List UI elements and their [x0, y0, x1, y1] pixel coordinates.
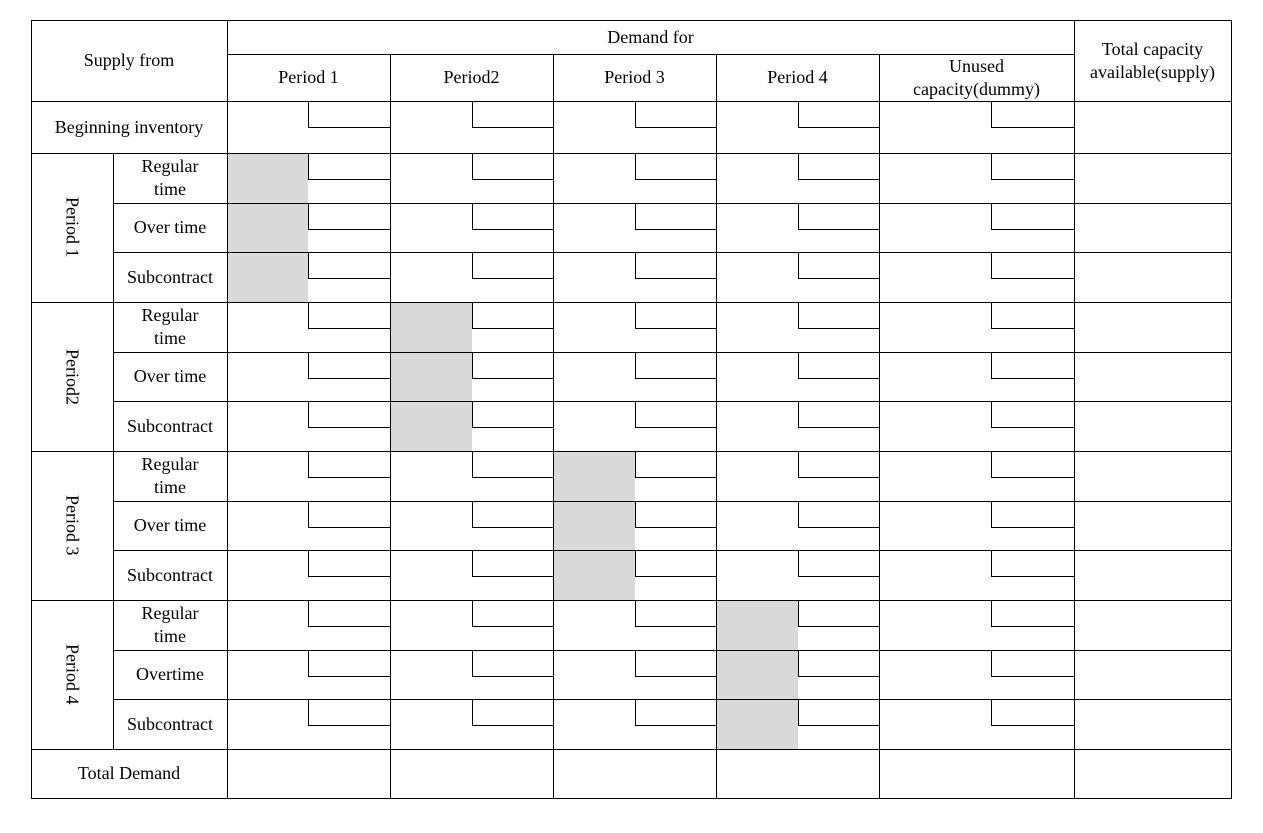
grid-line — [308, 451, 309, 478]
grid-line — [798, 328, 880, 329]
grid-line — [635, 725, 717, 726]
grid-line — [991, 650, 992, 677]
grid-line — [308, 229, 391, 230]
grid-line — [991, 699, 992, 726]
grid-line — [635, 650, 636, 677]
grid-line — [635, 352, 636, 379]
grid-line — [991, 401, 992, 428]
grid-line — [635, 179, 717, 180]
grid-line — [991, 676, 1075, 677]
grid-line — [798, 626, 880, 627]
total-demand-label: Total Demand — [77, 763, 181, 783]
period-group-label: Period 3 — [62, 495, 83, 556]
grid-line — [991, 576, 1075, 577]
grid-line — [308, 127, 391, 128]
grid-line — [635, 203, 636, 230]
grid-line — [1074, 20, 1075, 799]
grid-line — [308, 477, 391, 478]
grid-line — [798, 451, 799, 478]
shaded-cell — [228, 154, 308, 302]
grid-line — [308, 153, 309, 180]
grid-line — [635, 229, 717, 230]
grid-line — [308, 626, 391, 627]
grid-line — [472, 650, 473, 677]
grid-line — [798, 699, 799, 726]
grid-line — [472, 101, 473, 128]
grid-line — [798, 427, 880, 428]
grid-line — [798, 153, 799, 180]
grid-line — [798, 501, 799, 528]
grid-line — [798, 101, 799, 128]
grid-line — [991, 600, 992, 627]
grid-line — [472, 725, 554, 726]
grid-line — [472, 451, 473, 478]
supply-row-label: Regular time — [141, 305, 199, 348]
grid-line — [991, 101, 992, 128]
grid-line — [472, 626, 554, 627]
grid-line — [635, 278, 717, 279]
grid-line — [472, 278, 554, 279]
grid-line — [635, 378, 717, 379]
grid-line — [308, 600, 309, 627]
grid-line — [635, 153, 636, 180]
grid-line — [798, 725, 880, 726]
grid-line — [308, 501, 309, 528]
grid-line — [308, 576, 391, 577]
grid-line — [308, 352, 309, 379]
grid-line — [472, 576, 554, 577]
supply-row-label: Regular time — [141, 156, 199, 199]
grid-line — [308, 427, 391, 428]
grid-line — [472, 127, 554, 128]
total-capacity-header: Total capacity available(supply) — [1090, 38, 1215, 82]
grid-line — [308, 278, 391, 279]
grid-line — [472, 699, 473, 726]
grid-line — [472, 229, 554, 230]
shaded-cell — [717, 601, 798, 749]
supply-row-label: Over time — [133, 366, 207, 386]
grid-line — [635, 101, 636, 128]
grid-line — [991, 626, 1075, 627]
grid-line — [991, 179, 1075, 180]
grid-line — [798, 600, 799, 627]
grid-line — [308, 328, 391, 329]
grid-line — [472, 427, 554, 428]
grid-line — [113, 252, 1232, 253]
supply-row-label: Over time — [133, 217, 207, 237]
grid-line — [308, 650, 309, 677]
supply-from-header: Supply from — [83, 50, 175, 70]
period-group-label: Period 1 — [62, 197, 83, 258]
grid-line — [113, 501, 1232, 502]
grid-line — [308, 699, 309, 726]
grid-line — [991, 278, 1075, 279]
grid-line — [635, 501, 636, 528]
grid-line — [635, 451, 636, 478]
demand-column-header: Period 1 — [278, 67, 339, 87]
supply-row-label: Over time — [133, 515, 207, 535]
grid-line — [991, 252, 992, 279]
grid-line — [991, 550, 992, 577]
supply-row-label: Regular time — [141, 454, 199, 497]
grid-line — [308, 401, 309, 428]
grid-line — [798, 527, 880, 528]
grid-line — [991, 501, 992, 528]
demand-column-header: Period 3 — [604, 67, 665, 87]
grid-line — [113, 550, 1232, 551]
grid-line — [308, 203, 309, 230]
period-group-label: Period 4 — [62, 644, 83, 705]
grid-line — [991, 127, 1075, 128]
grid-line — [798, 278, 880, 279]
grid-line — [991, 378, 1075, 379]
supply-row-label: Subcontract — [127, 564, 213, 585]
grid-line — [635, 527, 717, 528]
grid-line — [472, 179, 554, 180]
grid-line — [991, 328, 1075, 329]
grid-line — [308, 302, 309, 329]
grid-line — [472, 600, 473, 627]
grid-line — [113, 203, 1232, 204]
period-group-label: Period2 — [62, 348, 83, 405]
grid-line — [113, 401, 1232, 402]
grid-line — [991, 352, 992, 379]
supply-row-label: Subcontract — [127, 415, 213, 436]
grid-line — [635, 477, 717, 478]
grid-line — [1231, 20, 1232, 799]
grid-line — [635, 328, 717, 329]
grid-line — [635, 550, 636, 577]
grid-line — [991, 725, 1075, 726]
grid-line — [113, 699, 1232, 700]
grid-line — [308, 378, 391, 379]
shaded-cell — [554, 452, 635, 600]
grid-line — [227, 20, 228, 799]
grid-line — [991, 527, 1075, 528]
shaded-cell — [391, 303, 472, 451]
grid-line — [991, 203, 992, 230]
grid-line — [472, 401, 473, 428]
grid-line — [798, 676, 880, 677]
grid-line — [472, 302, 473, 329]
grid-line — [991, 451, 992, 478]
grid-line — [472, 477, 554, 478]
grid-line — [991, 427, 1075, 428]
demand-column-header: Unused capacity(dummy) — [913, 55, 1040, 99]
grid-line — [308, 527, 391, 528]
grid-line — [798, 203, 799, 230]
grid-line — [308, 252, 309, 279]
grid-line — [798, 179, 880, 180]
demand-column-header: Period 4 — [767, 67, 828, 87]
grid-line — [798, 650, 799, 677]
grid-line — [308, 550, 309, 577]
grid-line — [635, 427, 717, 428]
grid-line — [472, 676, 554, 677]
grid-line — [472, 527, 554, 528]
grid-line — [472, 378, 554, 379]
grid-line — [798, 229, 880, 230]
grid-line — [472, 352, 473, 379]
grid-line — [991, 153, 992, 180]
grid-line — [798, 477, 880, 478]
grid-line — [113, 650, 1232, 651]
supply-row-label: Subcontract — [127, 266, 213, 287]
grid-line — [308, 676, 391, 677]
grid-line — [798, 378, 880, 379]
grid-line — [635, 127, 717, 128]
grid-line — [798, 252, 799, 279]
supply-row-label: Subcontract — [127, 713, 213, 734]
supply-row-label: Regular time — [141, 603, 199, 646]
grid-line — [798, 302, 799, 329]
grid-line — [308, 725, 391, 726]
grid-line — [635, 401, 636, 428]
grid-line — [472, 501, 473, 528]
grid-line — [472, 203, 473, 230]
grid-line — [635, 626, 717, 627]
demand-for-header: Demand for — [607, 26, 694, 47]
grid-line — [635, 699, 636, 726]
grid-line — [635, 252, 636, 279]
grid-line — [798, 576, 880, 577]
grid-line — [991, 302, 992, 329]
grid-line — [798, 352, 799, 379]
beginning-inventory-label: Beginning inventory — [54, 116, 204, 137]
grid-line — [635, 576, 717, 577]
grid-line — [472, 252, 473, 279]
grid-line — [472, 153, 473, 180]
grid-line — [113, 352, 1232, 353]
grid-line — [991, 229, 1075, 230]
supply-row-label: Overtime — [136, 664, 204, 684]
grid-line — [798, 550, 799, 577]
grid-line — [635, 302, 636, 329]
grid-line — [635, 676, 717, 677]
grid-line — [31, 798, 1232, 799]
grid-line — [472, 550, 473, 577]
grid-line — [635, 600, 636, 627]
grid-line — [308, 101, 309, 128]
grid-line — [798, 127, 880, 128]
grid-line — [472, 328, 554, 329]
grid-line — [798, 401, 799, 428]
demand-column-header: Period2 — [443, 67, 500, 87]
grid-line — [991, 477, 1075, 478]
grid-line — [308, 179, 391, 180]
